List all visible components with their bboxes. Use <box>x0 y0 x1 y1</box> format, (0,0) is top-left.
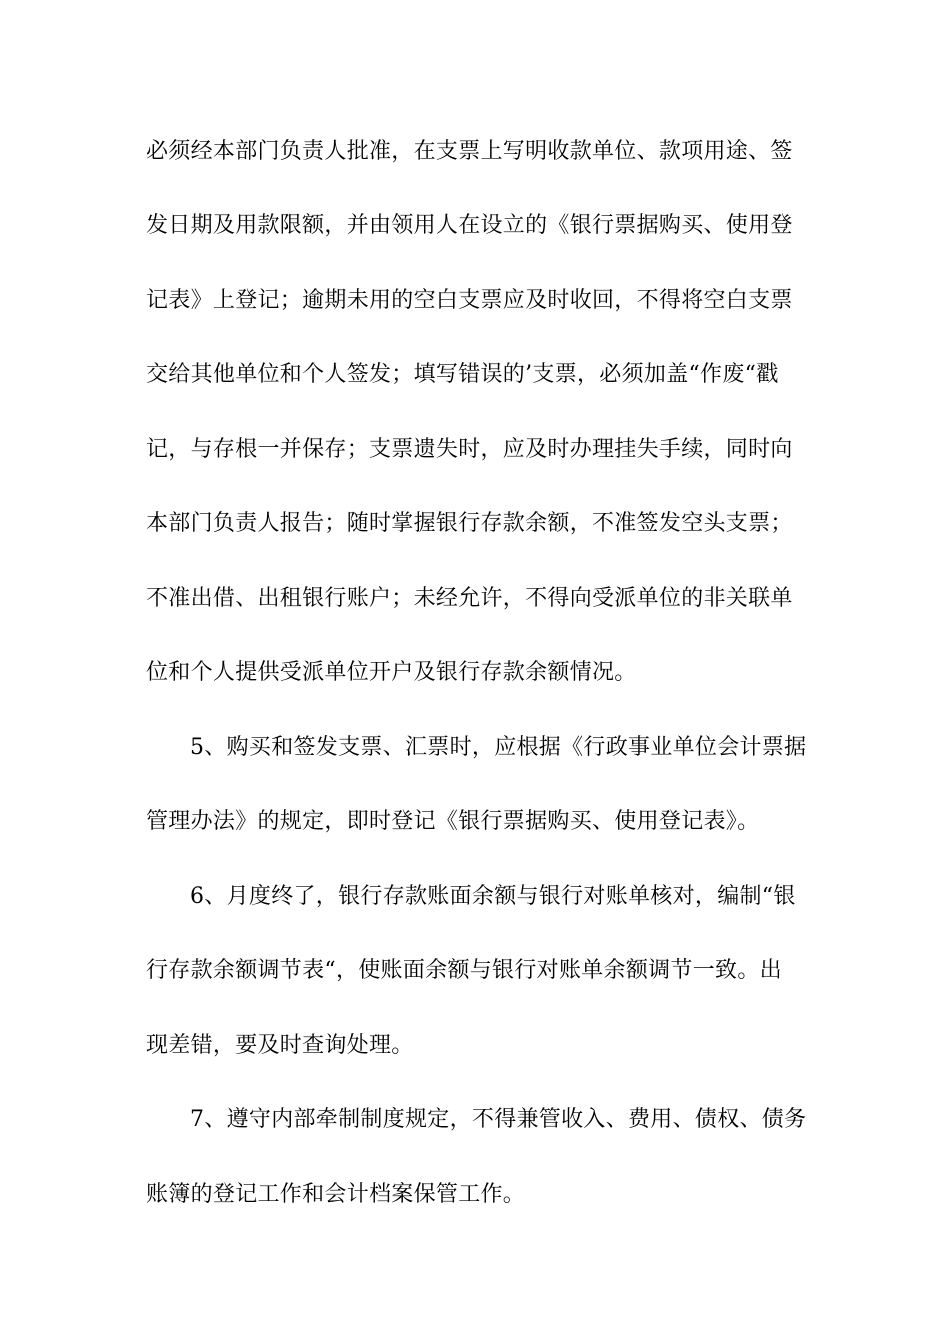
text-line: 本部门负责人报告；随时掌握银行存款余额，不准签发空头支票； <box>146 511 793 536</box>
text-line: 交给其他单位和个人签发；填写错误的’支票，必须加盖“作废“戳 <box>146 362 779 387</box>
text-line: 7、遵守内部牵制制度规定，不得兼管收入、费用、债权、债务 <box>190 1107 807 1132</box>
text-line: 必须经本部门负责人批准，在支票上写明收款单位、款项用途、签 <box>146 139 793 164</box>
text-line: 管理办法》的规定，即时登记《银行票据购买、使用登记表》。 <box>146 809 760 834</box>
text-line: 6、月度终了，银行存款账面余额与银行对账单核对，编制“银 <box>190 884 796 909</box>
text-line: 不准出借、出租银行账户；未经允许，不得向受派单位的非关联单 <box>146 586 793 611</box>
text-line: 5、购买和签发支票、汇票时，应根据《行政事业单位会计票据 <box>190 735 807 760</box>
text-line: 记，与存根一并保存；支票遗失时，应及时办理挂失手续，同时向 <box>146 437 793 462</box>
text-line: 行存款余额调节表“，使账面余额与银行对账单余额调节一致。出 <box>146 958 782 983</box>
text-line: 位和个人提供受派单位开户及银行存款余额情况。 <box>146 660 637 685</box>
text-line: 记表》上登记；逾期未用的空白支票应及时收回，不得将空白支票 <box>146 288 793 313</box>
text-line: 现差错，要及时查询处理。 <box>146 1033 414 1058</box>
text-line: 发日期及用款限额，并由领用人在设立的《银行票据购买、使用登 <box>146 213 793 238</box>
text-line: 账簿的登记工作和会计档案保管工作。 <box>146 1182 526 1207</box>
